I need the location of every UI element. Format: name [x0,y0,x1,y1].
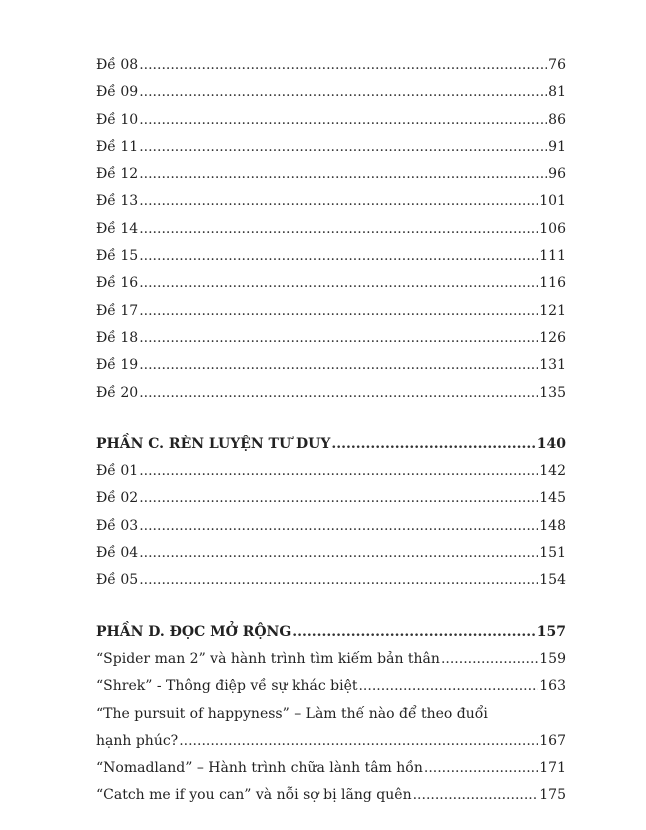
toc-entry [96,782,566,809]
entry-page: 106 [539,220,566,237]
dot-leader [424,755,538,782]
entry-title: Đề 13 [96,193,139,210]
dot-leader [139,243,538,270]
toc-entry [96,270,566,297]
toc-entry [96,567,566,594]
table-of-contents [96,52,566,810]
dot-leader [331,431,535,458]
dot-leader [139,79,547,106]
entry-page: 142 [539,463,566,480]
entry-page: 126 [539,329,566,346]
section-page: 140 [536,435,566,452]
toc-entry [96,188,566,215]
entry-page: 76 [548,57,566,73]
entry-page: 121 [539,302,566,319]
dot-leader [413,782,539,809]
toc-entry [96,79,566,106]
entry-page: 116 [539,275,566,292]
toc-entry [96,325,566,352]
toc-entry [96,673,566,700]
section-title: PHẦN C. RÈN LUYỆN TƯ DUY [96,435,331,452]
dot-leader [292,619,535,646]
entry-page: 111 [539,248,566,265]
entry-page: 151 [539,545,566,562]
dot-leader [139,485,538,512]
entry-title: “Catch me if you can” và nỗi sợ bị lãng quên [96,787,412,804]
entry-title: Đề 05 [96,572,139,589]
dot-leader [441,646,538,673]
toc-entry [96,540,566,567]
toc-entry [96,298,566,325]
toc-entry [96,513,566,540]
toc-entry [96,728,566,755]
entry-page: 91 [548,138,566,155]
entry-title: Đề 18 [96,329,139,346]
toc-entry [96,216,566,243]
toc-entry [96,243,566,270]
section-heading-part-d [96,619,566,646]
entry-title: Đề 03 [96,517,139,534]
entry-title: Đề 17 [96,302,139,319]
toc-entry [96,485,566,512]
entry-title: Đề 12 [96,166,139,183]
entry-title: Đề 10 [96,111,139,128]
entry-title: Đề 15 [96,248,139,265]
toc-entry [96,646,566,673]
toc-entry-line [96,701,566,728]
dot-leader [139,161,547,188]
toc-entry [96,380,566,407]
dot-leader [358,673,538,700]
dot-leader [139,352,538,379]
entry-page: 148 [539,517,566,534]
entry-page: 159 [539,650,566,667]
entry-title: Đề 20 [96,384,139,401]
entry-title: Đề 16 [96,275,139,292]
dot-leader [139,270,538,297]
dot-leader [139,298,538,325]
entry-title: Đề 09 [96,84,139,101]
entry-title-continued: hạnh phúc? [96,732,179,749]
toc-entry [96,352,566,379]
entry-page: 154 [539,572,566,589]
toc-entry [96,134,566,161]
dot-leader [139,107,547,134]
dot-leader [139,540,538,567]
section-title: PHẦN D. ĐỌC MỞ RỘNG [96,623,292,640]
dot-leader [139,380,538,407]
toc-entry [96,107,566,134]
entry-title: Đề 01 [96,463,139,480]
entry-page: 163 [539,678,566,695]
dot-leader [179,728,538,755]
section-gap [96,407,566,431]
section-gap [96,595,566,619]
entry-title: “Nomadland” – Hành trình chữa lành tâm hồn [96,760,423,777]
entry-title: Đề 19 [96,357,139,374]
entry-page: 81 [548,84,566,101]
entry-page: 131 [539,357,566,374]
entry-page: 101 [539,193,566,210]
entry-title: Đề 02 [96,490,139,507]
entry-title: “Spider man 2” và hành trình tìm kiếm bản thân [96,650,440,667]
entry-page: 135 [539,384,566,401]
entry-title: Đề 14 [96,220,139,237]
toc-entry [96,52,566,79]
entry-title: Đề 04 [96,545,139,562]
entry-page: 171 [539,760,566,777]
entry-title: “The pursuit of happyness” – Làm thế nào để theo đuổi [96,705,488,722]
dot-leader [139,134,547,161]
entry-title: “Shrek” - Thông điệp về sự khác biệt [96,678,358,695]
entry-page: 175 [539,787,566,804]
entry-page: 145 [539,490,566,507]
toc-entry [96,755,566,782]
entry-title: Đề 08 [96,57,139,73]
entry-page: 86 [548,111,566,128]
entry-page: 96 [548,166,566,183]
dot-leader [139,458,538,485]
entry-page: 167 [539,732,566,749]
dot-leader [139,325,538,352]
entry-title: Đề 11 [96,138,139,155]
dot-leader [139,52,547,79]
toc-entry [96,161,566,188]
section-page: 157 [536,623,566,640]
toc-entry [96,458,566,485]
section-heading-part-c [96,431,566,458]
dot-leader [139,567,538,594]
dot-leader [139,216,538,243]
dot-leader [139,188,538,215]
dot-leader [139,513,538,540]
